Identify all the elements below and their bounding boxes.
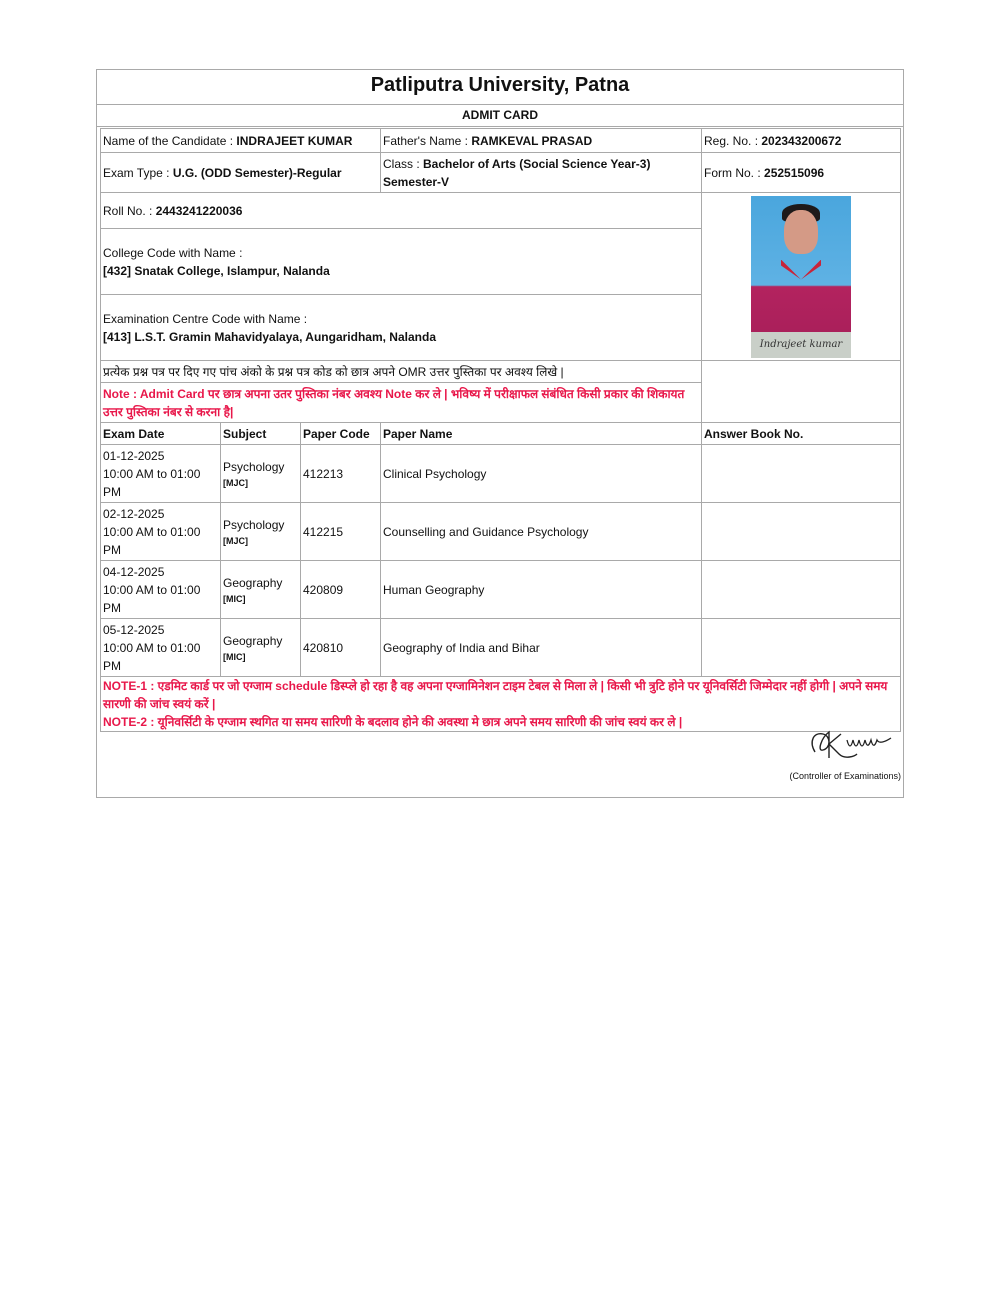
table-row	[101, 445, 901, 503]
form-no-cell	[702, 153, 901, 193]
exam-date: 04-12-2025	[103, 564, 165, 579]
table-row	[101, 619, 901, 677]
table-row	[101, 561, 901, 619]
photo-cell	[702, 193, 901, 361]
subject: Geography	[223, 575, 283, 590]
candidate-name-label: Name of the Candidate :	[103, 133, 237, 148]
exam-type: U.G. (ODD Semester)-Regular	[172, 165, 342, 180]
class-cell	[381, 153, 702, 193]
paper-code: 412213	[301, 445, 381, 503]
header-paper-name: Paper Name	[381, 423, 702, 445]
schedule-header-row	[101, 423, 901, 445]
form-no-label: Form No. :	[704, 165, 765, 180]
paper-name: Counselling and Guidance Psychology	[381, 503, 702, 561]
roll-no-label: Roll No. :	[103, 203, 156, 218]
candidate-name-cell	[101, 129, 381, 153]
controller-signature-icon	[805, 724, 897, 764]
answer-book-no	[702, 445, 901, 503]
paper-code: 420809	[301, 561, 381, 619]
subject-cell	[221, 561, 301, 619]
subject-cell	[221, 503, 301, 561]
exam-date-cell	[101, 561, 221, 619]
signature-area	[97, 718, 903, 798]
subject-type: [MIC]	[223, 593, 246, 604]
paper-name: Geography of India and Bihar	[381, 619, 702, 677]
answer-book-note: Note : Admit Card पर छात्र अपना उतर पुस्तिका नंबर अवश्य Note कर ले | भविष्य में परीक्षाफल संबंधित किसी प्रकार की शिकायत उत्तर पुस्तिका नंबर से करना है|	[101, 383, 702, 423]
class-value: Bachelor of Arts (Social Science Year-3) Semester-V	[383, 156, 651, 189]
paper-code: 420810	[301, 619, 381, 677]
roll-no: 2443241220036	[155, 203, 243, 218]
college-cell	[101, 229, 702, 295]
omr-instruction: प्रत्येक प्रश्न पत्र पर दिए गए पांच अंको के प्रश्न पत्र कोड को छात्र अपने OMR उत्तर पुस्तिका पर अवश्य लिखे |	[101, 361, 702, 383]
paper-code: 412215	[301, 503, 381, 561]
blank-cell	[702, 361, 901, 423]
answer-book-no	[702, 503, 901, 561]
header-answer-book: Answer Book No.	[702, 423, 901, 445]
subject-cell	[221, 619, 301, 677]
reg-no-cell	[702, 129, 901, 153]
subject-cell	[221, 445, 301, 503]
header-subject: Subject	[221, 423, 301, 445]
candidate-row-1	[101, 129, 901, 153]
subject-type: [MJC]	[223, 535, 248, 546]
answer-book-no	[702, 561, 901, 619]
subject-type: [MJC]	[223, 477, 248, 488]
college-name: [432] Snatak College, Islampur, Nalanda	[103, 263, 330, 278]
candidate-name: INDRAJEET KUMAR	[236, 133, 353, 148]
header-paper-code: Paper Code	[301, 423, 381, 445]
college-label: College Code with Name :	[103, 245, 243, 260]
reg-no: 202343200672	[761, 133, 842, 148]
form-no: 252515096	[764, 165, 825, 180]
subject-type: [MIC]	[223, 651, 246, 662]
university-title: Patliputra University, Patna	[97, 70, 903, 105]
exam-date-cell	[101, 503, 221, 561]
roll-no-cell	[101, 193, 702, 229]
photo-collar	[781, 260, 821, 280]
subject: Geography	[223, 633, 283, 648]
omr-instruction-row	[101, 361, 901, 383]
table-row	[101, 503, 901, 561]
admit-card-title: ADMIT CARD	[97, 105, 903, 127]
father-name-cell	[381, 129, 702, 153]
father-name-label: Father's Name :	[383, 133, 472, 148]
subject: Psychology	[223, 517, 285, 532]
exam-date: 05-12-2025	[103, 622, 165, 637]
admit-card-table	[100, 128, 901, 732]
subject: Psychology	[223, 459, 285, 474]
candidate-photo	[751, 196, 851, 358]
header-exam-date: Exam Date	[101, 423, 221, 445]
exam-date: 01-12-2025	[103, 448, 165, 463]
exam-type-label: Exam Type :	[103, 165, 173, 180]
note-1: NOTE-1 : एडमिट कार्ड पर जो एग्जाम schedule डिस्प्ले हो रहा है वह अपना एग्जामिनेशन टाइम टेबल से मिला ले | किसी भी त्रुटि होने पर यूनिवर्सिटी जिम्मेदार नहीं होगी | अपने समय सारणी की जांच स्वयं करें |	[103, 679, 888, 711]
photo-face	[784, 210, 818, 254]
roll-row	[101, 193, 901, 229]
class-label: Class :	[383, 156, 424, 171]
paper-name: Human Geography	[381, 561, 702, 619]
centre-cell	[101, 295, 702, 361]
exam-time: 10:00 AM to 01:00 PM	[103, 582, 201, 615]
centre-label: Examination Centre Code with Name :	[103, 311, 308, 326]
exam-type-cell	[101, 153, 381, 193]
centre-name: [413] L.S.T. Gramin Mahavidyalaya, Aungaridham, Nalanda	[103, 329, 436, 344]
candidate-row-2	[101, 153, 901, 193]
controller-of-examinations: (Controller of Examinations)	[789, 771, 901, 781]
admit-card	[96, 69, 904, 798]
exam-date-cell	[101, 445, 221, 503]
exam-time: 10:00 AM to 01:00 PM	[103, 524, 201, 557]
note-2: NOTE-2 : यूनिवर्सिटी के एग्जाम स्थगित या समय सारिणी के बदलाव होने की अवस्था मे छात्र अपने समय सारिणी की जांच स्वयं कर ले |	[103, 715, 683, 729]
exam-date-cell	[101, 619, 221, 677]
reg-no-label: Reg. No. :	[704, 133, 762, 148]
answer-book-no	[702, 619, 901, 677]
father-name: RAMKEVAL PRASAD	[471, 133, 593, 148]
exam-date: 02-12-2025	[103, 506, 165, 521]
exam-time: 10:00 AM to 01:00 PM	[103, 466, 201, 499]
paper-name: Clinical Psychology	[381, 445, 702, 503]
exam-time: 10:00 AM to 01:00 PM	[103, 640, 201, 673]
photo-signature: Indrajeet kumar	[751, 332, 851, 358]
